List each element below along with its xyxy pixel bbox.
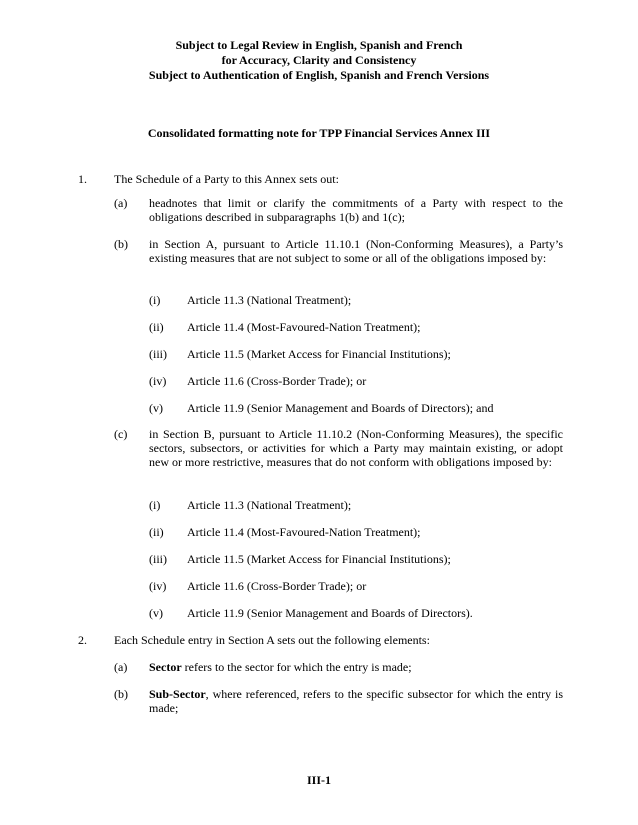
para-1c-i-label: (i) (149, 498, 161, 512)
para-2b-text: , where referenced, refers to the specific subsector for which the entry is made; (149, 687, 563, 715)
para-1c-iii-text: Article 11.5 (Market Access for Financial Institutions); (187, 552, 451, 566)
para-1c-v-label: (v) (149, 606, 163, 620)
para-1c-label: (c) (114, 427, 128, 441)
para-2a-term: Sector (149, 660, 182, 674)
para-1a-label: (a) (114, 196, 128, 210)
para-2b-body (149, 687, 563, 715)
legal-review-line-2: for Accuracy, Clarity and Consistency (221, 53, 417, 67)
para-2a-label: (a) (114, 660, 128, 674)
para-1b-iv-label: (iv) (149, 374, 167, 388)
para-2b-label: (b) (114, 687, 128, 701)
para-2-number: 2. (78, 633, 87, 647)
para-1b-iv-text: Article 11.6 (Cross-Border Trade); or (187, 374, 367, 388)
document-title: Consolidated formatting note for TPP Financial Services Annex III (147, 126, 491, 140)
para-1-number: 1. (78, 172, 87, 186)
legal-review-line-1: Subject to Legal Review in English, Spanish and French (175, 38, 463, 52)
para-1a-text: headnotes that limit or clarify the commitments of a Party with respect to the obligations described in subparagraphs 1(b) and 1(c); (149, 196, 563, 224)
para-1b-ii-text: Article 11.4 (Most-Favoured-Nation Treatment); (187, 320, 421, 334)
para-1c-text: in Section B, pursuant to Article 11.10.2 (Non-Conforming Measures), the specific sectors, subsectors, or activities for which a Party may maintain existing, or adopt new or more restrictive, measures that do not conform with obligations imposed by: (149, 427, 563, 469)
para-1c-ii-text: Article 11.4 (Most-Favoured-Nation Treatment); (187, 525, 421, 539)
para-2-text: Each Schedule entry in Section A sets out the following elements: (114, 633, 430, 647)
para-1b-v-text: Article 11.9 (Senior Management and Boards of Directors); and (187, 401, 494, 415)
para-1b-ii-label: (ii) (149, 320, 164, 334)
para-1b-i-text: Article 11.3 (National Treatment); (187, 293, 352, 307)
para-1b-text: in Section A, pursuant to Article 11.10.1 (Non-Conforming Measures), a Party’s existing measures that are not subject to some or all of the obligations imposed by: (149, 237, 563, 265)
page-number: III-1 (306, 773, 331, 787)
para-1b-iii-text: Article 11.5 (Market Access for Financial Institutions); (187, 347, 451, 361)
para-1b-iii-label: (iii) (149, 347, 167, 361)
para-2b-term: Sub-Sector (149, 687, 206, 701)
legal-review-line-3: Subject to Authentication of English, Spanish and French Versions (148, 68, 490, 82)
para-1b-label: (b) (114, 237, 128, 251)
para-1c-ii-label: (ii) (149, 525, 164, 539)
para-1c-iv-text: Article 11.6 (Cross-Border Trade); or (187, 579, 367, 593)
para-2a-text: refers to the sector for which the entry is made; (181, 660, 412, 674)
para-1c-iv-label: (iv) (149, 579, 167, 593)
para-1-text: The Schedule of a Party to this Annex sets out: (114, 172, 339, 186)
para-1c-i-text: Article 11.3 (National Treatment); (187, 498, 352, 512)
para-1c-iii-label: (iii) (149, 552, 167, 566)
para-1c-v-text: Article 11.9 (Senior Management and Boards of Directors). (187, 606, 473, 620)
para-2a-body (149, 660, 563, 674)
para-1b-v-label: (v) (149, 401, 163, 415)
para-1b-i-label: (i) (149, 293, 161, 307)
